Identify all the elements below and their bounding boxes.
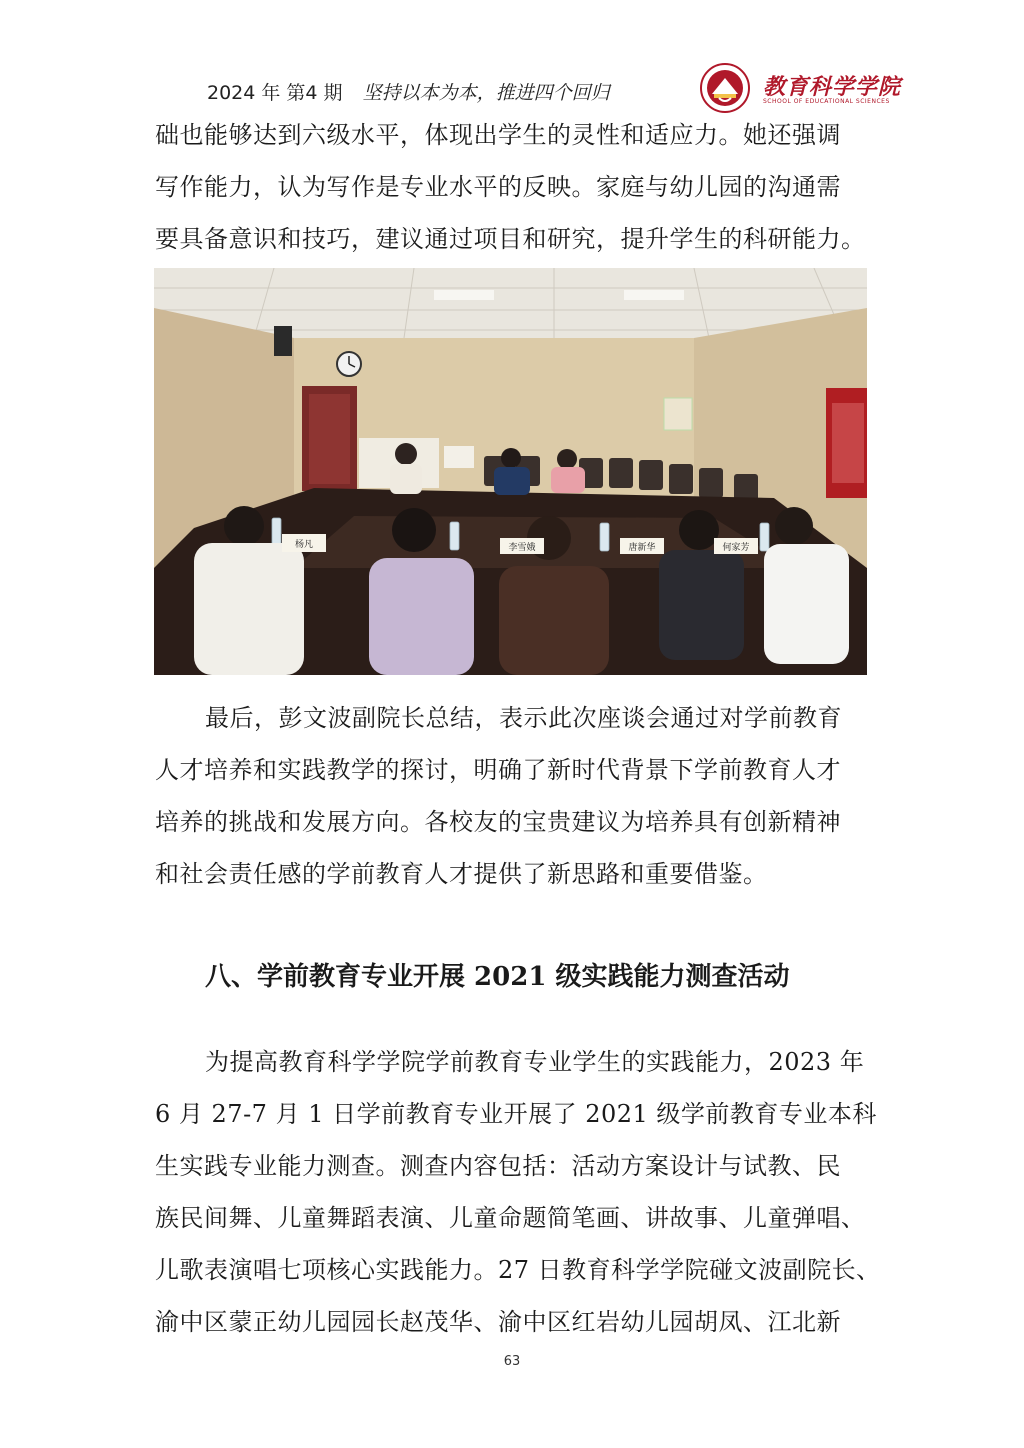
paragraph-line: 渝中区蒙正幼儿园园长赵茂华、渝中区红岩幼儿园胡凤、江北新	[155, 1308, 841, 1336]
name-card-3: 唐新华	[628, 543, 656, 553]
name-card-4: 何家芳	[722, 543, 750, 553]
section-heading: 八、学前教育专业开展 2021 级实践能力测查活动	[205, 962, 790, 992]
issue-number: 2024 年 第4 期	[207, 82, 343, 104]
page-header	[207, 78, 610, 105]
school-emblem-icon	[697, 62, 757, 114]
logo-subtext: SCHOOL OF EDUCATIONAL SCIENCES	[763, 98, 890, 105]
paragraph-1	[155, 109, 890, 265]
paragraph-line: 础也能够达到六级水平，体现出学生的灵性和适应力。她还强调	[155, 121, 841, 149]
meeting-photo-illustration	[154, 268, 867, 675]
page-number: 63	[503, 1354, 521, 1369]
meeting-photo	[154, 268, 867, 675]
paragraph-line: 最后，彭文波副院长总结，表示此次座谈会通过对学前教育	[205, 704, 842, 732]
paragraph-line: 为提高教育科学学院学前教育专业学生的实践能力，2023 年	[205, 1048, 865, 1076]
name-card-2: 李雪娥	[508, 543, 536, 553]
paragraph-3	[155, 1036, 890, 1348]
paragraph-line: 培养的挑战和发展方向。各校友的宝贵建议为培养具有创新精神	[155, 808, 841, 836]
name-card-1: 杨凡	[294, 540, 314, 550]
paragraph-line: 写作能力，认为写作是专业水平的反映。家庭与幼儿园的沟通需	[155, 173, 841, 201]
school-logo	[697, 62, 902, 114]
issue-title: 坚持以本为本，推进四个回归	[362, 82, 610, 104]
paragraph-line: 族民间舞、儿童舞蹈表演、儿童命题简笔画、讲故事、儿童弹唱、	[155, 1204, 866, 1232]
paragraph-line: 人才培养和实践教学的探讨，明确了新时代背景下学前教育人才	[155, 756, 841, 784]
paragraph-line: 生实践专业能力测查。测查内容包括：活动方案设计与试教、民	[155, 1152, 841, 1180]
paragraph-line: 要具备意识和技巧，建议通过项目和研究，提升学生的科研能力。	[155, 225, 866, 253]
paragraph-line: 6 月 27-7 月 1 日学前教育专业开展了 2021 级学前教育专业本科	[155, 1100, 877, 1128]
paragraph-line: 和社会责任感的学前教育人才提供了新思路和重要借鉴。	[155, 860, 768, 888]
logo-text: 教育科学学院	[763, 74, 902, 100]
paragraph-line: 儿歌表演唱七项核心实践能力。27 日教育科学学院碰文波副院长、	[155, 1256, 881, 1284]
paragraph-2	[155, 692, 890, 900]
